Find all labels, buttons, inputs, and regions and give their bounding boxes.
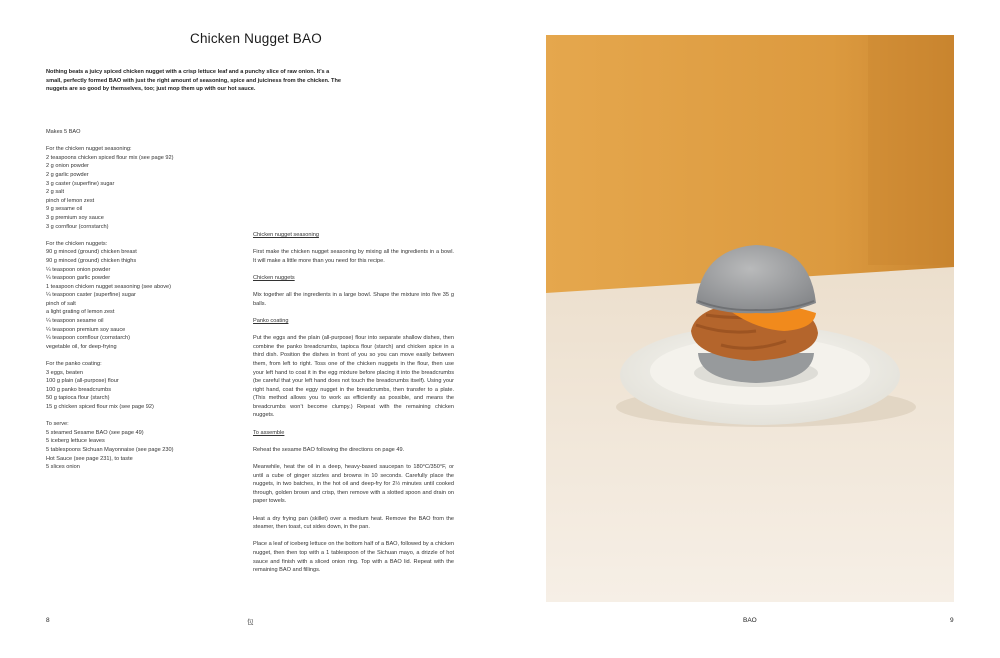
ingredient-spacer <box>46 137 236 146</box>
ingredient-line: 3 eggs, beaten <box>46 369 84 376</box>
recipe-intro: Nothing beats a juicy spiced chicken nugget with a crisp lettuce leaf and a punchy slice of raw onion. It’s a small, perfectly formed BAO with just the right amount of seasoning, spice and juiciness from the chicken. The nuggets are so good by themselves, too; just mop them up with our hot sauce. <box>46 69 341 93</box>
ingredient-line: To serve: <box>46 421 69 428</box>
method-paragraph: Heat a dry frying pan (skillet) over a medium heat. Remove the BAO from the steamer, then toast, cut sides down, in the pan. <box>253 515 454 531</box>
method-heading: Chicken nuggets <box>253 274 295 281</box>
ingredient-list <box>46 128 236 472</box>
method-paragraph: Mix together all the ingredients in a large bowl. Shape the mixture into five 35 g balls. <box>253 292 454 307</box>
method-paragraph: Put the eggs and the plain (all-purpose) flour into separate shallow dishes, then combine the panko breadcrumbs, tapioca flour (starch) and chicken spice in a third dish. Position the dishes in front of you so you can move easily between them, from left to right. Toss one of the chicken nuggets in the flour, then use your left hand to coat it in the egg mixture before placing it into the breadcrumbs (be careful that your left hand does not touch the breadcrumbs itself). Using your right hand, coat the eggy nugget in the breadcrumbs, then transfer to a plate. (This method allows you to work as efficiently as possible, and means the breadcrumbs won’t become clumpy.) Repeat with the remaining chicken nuggets. <box>253 335 454 419</box>
ingredient-line: 2 teaspoons chicken spiced flour mix (see page 92) <box>46 154 174 161</box>
running-head: BAO <box>743 617 757 624</box>
ingredient-line: 2 g salt <box>46 189 65 196</box>
ingredient-line: Makes 5 BAO <box>46 129 81 135</box>
ingredient-line: 100 g plain (all-purpose) flour <box>46 378 119 385</box>
method-heading: Chicken nugget seasoning <box>253 232 319 238</box>
section-glyph: 包 <box>247 619 254 626</box>
method-paragraph: Meanwhile, heat the oil in a deep, heavy-based saucepan to 180°C/350°F, or until a cube of ginger sizzles and browns in 10 seconds. Carefully place the nuggets, in two batches, in the hot oil and deep-fry for 2½ minutes until cooked through, golden brown and crisp, then remove with a slotted spoon and drain on paper towels. <box>253 464 454 505</box>
ingredient-line: 9 g sesame oil <box>46 206 83 213</box>
ingredient-line: pinch of lemon zest <box>46 197 95 204</box>
ingredient-line: 100 g panko breadcrumbs <box>46 386 111 393</box>
ingredient-line: 2 g onion powder <box>46 163 89 170</box>
ingredient-line: For the panko coating: <box>46 361 102 368</box>
method-column <box>253 231 454 583</box>
ingredient-spacer <box>46 412 236 421</box>
ingredient-spacer <box>46 231 236 240</box>
ingredient-line: 5 slices onion <box>46 464 80 471</box>
right-page <box>500 0 1000 658</box>
ingredient-line: 90 g minced (ground) chicken breast <box>46 249 137 256</box>
ingredient-line: a light grating of lemon zest <box>46 309 115 316</box>
ingredient-line: ¼ teaspoon premium soy sauce <box>46 326 126 333</box>
ingredient-line: 5 tablespoons Sichuan Mayonnaise (see page 230) <box>46 446 174 453</box>
method-heading: Panko coating <box>253 317 289 324</box>
page-number-left: 8 <box>46 617 50 624</box>
ingredient-spacer <box>46 351 236 360</box>
ingredient-line: 1 teaspoon chicken nugget seasoning (see above) <box>46 283 172 290</box>
ingredient-line: 50 g tapioca flour (starch) <box>46 395 110 402</box>
ingredient-line: 5 iceberg lettuce leaves <box>46 438 105 445</box>
ingredient-line: ¼ teaspoon onion powder <box>46 266 111 273</box>
recipe-title: Chicken Nugget BAO <box>190 31 322 46</box>
ingredient-line: ¼ teaspoon sesame oil <box>46 318 104 325</box>
chicken-nugget-bao-photo-image <box>546 35 954 602</box>
ingredient-line: ¼ teaspoon cornflour (cornstarch) <box>46 335 130 342</box>
ingredient-line: ¼ teaspoon caster (superfine) sugar <box>46 292 136 299</box>
ingredient-line: 3 g caster (superfine) sugar <box>46 180 115 187</box>
ingredient-line: For the chicken nugget seasoning: <box>46 146 132 153</box>
ingredient-line: 5 steamed Sesame BAO (see page 49) <box>46 429 144 436</box>
method-heading: To assemble <box>253 429 285 436</box>
ingredient-line: For the chicken nuggets: <box>46 240 108 247</box>
ingredient-line: vegetable oil, for deep-frying <box>46 343 117 350</box>
ingredient-line: Hot Sauce (see page 231), to taste <box>46 455 133 462</box>
ingredient-line: 15 g chicken spiced flour mix (see page 92) <box>46 404 154 410</box>
page-number-right: 9 <box>950 617 954 624</box>
method-paragraph: First make the chicken nugget seasoning by mixing all the ingredients in a bowl. It will make a little more than you need for this recipe. <box>253 249 454 264</box>
bao-photo <box>546 35 954 602</box>
method-paragraph: Place a leaf of iceberg lettuce on the bottom half of a BAO, followed by a chicken nugget, then then top with a 1 tablespoon of the Sichuan mayo, a drizzle of hot sauce and finish with a sliced onion ring. Top with a BAO lid. Repeat with the remaining BAO and fillings. <box>253 541 454 574</box>
ingredient-line: 3 g premium soy sauce <box>46 214 104 221</box>
ingredient-line: 2 g garlic powder <box>46 171 89 178</box>
ingredient-line: pinch of salt <box>46 300 76 307</box>
ingredient-line: 3 g cornflour (cornstarch) <box>46 223 109 230</box>
ingredient-line: 90 g minced (ground) chicken thighs <box>46 257 137 264</box>
method-paragraph: Reheat the sesame BAO following the directions on page 49. <box>253 446 405 453</box>
ingredient-line: ¼ teaspoon garlic powder <box>46 275 111 282</box>
